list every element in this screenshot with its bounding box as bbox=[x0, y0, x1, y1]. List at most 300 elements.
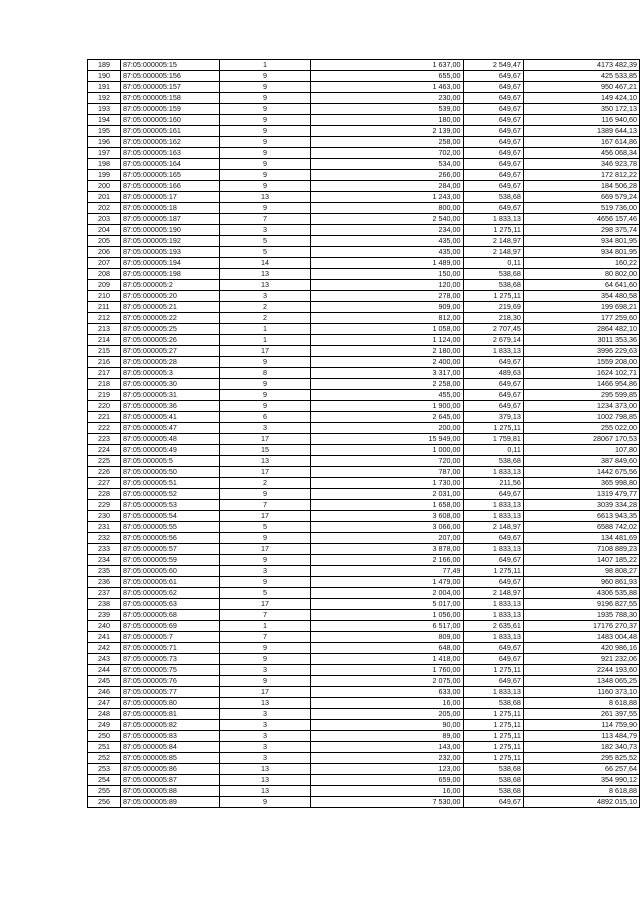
group-code-cell: 2 bbox=[220, 478, 311, 489]
table-row bbox=[88, 621, 640, 632]
table-row bbox=[88, 291, 640, 302]
group-code-cell: 9 bbox=[220, 797, 311, 808]
specific-value-cell: 1 833,13 bbox=[463, 214, 523, 225]
cadastral-value-cell: 149 424,10 bbox=[523, 93, 639, 104]
cadastral-number-cell: 87:05:000005:56 bbox=[120, 533, 219, 544]
row-number-cell: 248 bbox=[88, 709, 121, 720]
specific-value-cell: 649,67 bbox=[463, 203, 523, 214]
area-cell: 1 479,00 bbox=[310, 577, 463, 588]
cadastral-number-cell: 87:05:000005:82 bbox=[120, 720, 219, 731]
group-code-cell: 3 bbox=[220, 566, 311, 577]
area-cell: 1 124,00 bbox=[310, 335, 463, 346]
row-number-cell: 203 bbox=[88, 214, 121, 225]
cadastral-value-cell: 1389 644,13 bbox=[523, 126, 639, 137]
row-number-cell: 234 bbox=[88, 555, 121, 566]
table-row bbox=[88, 434, 640, 445]
cadastral-number-cell: 87:05:000005:51 bbox=[120, 478, 219, 489]
area-cell: 6 517,00 bbox=[310, 621, 463, 632]
group-code-cell: 9 bbox=[220, 533, 311, 544]
row-number-cell: 213 bbox=[88, 324, 121, 335]
group-code-cell: 9 bbox=[220, 159, 311, 170]
row-number-cell: 220 bbox=[88, 401, 121, 412]
cadastral-value-cell: 107,80 bbox=[523, 445, 639, 456]
cadastral-value-cell: 960 861,93 bbox=[523, 577, 639, 588]
area-cell: 89,00 bbox=[310, 731, 463, 742]
specific-value-cell: 649,67 bbox=[463, 577, 523, 588]
group-code-cell: 17 bbox=[220, 346, 311, 357]
area-cell: 16,00 bbox=[310, 698, 463, 709]
cadastral-number-cell: 87:05:000005:75 bbox=[120, 665, 219, 676]
group-code-cell: 9 bbox=[220, 577, 311, 588]
cadastral-value-cell: 261 397,55 bbox=[523, 709, 639, 720]
area-cell: 1 243,00 bbox=[310, 192, 463, 203]
cadastral-number-cell: 87:05:000005:69 bbox=[120, 621, 219, 632]
cadastral-value-cell: 184 506,28 bbox=[523, 181, 639, 192]
table-row bbox=[88, 533, 640, 544]
row-number-cell: 251 bbox=[88, 742, 121, 753]
group-code-cell: 9 bbox=[220, 148, 311, 159]
area-cell: 2 004,00 bbox=[310, 588, 463, 599]
specific-value-cell: 538,68 bbox=[463, 269, 523, 280]
area-cell: 800,00 bbox=[310, 203, 463, 214]
specific-value-cell: 538,68 bbox=[463, 280, 523, 291]
cadastral-number-cell: 87:05:000005:194 bbox=[120, 258, 219, 269]
cadastral-value-cell: 1348 065,25 bbox=[523, 676, 639, 687]
table-row bbox=[88, 599, 640, 610]
cadastral-number-cell: 87:05:000005:31 bbox=[120, 390, 219, 401]
row-number-cell: 210 bbox=[88, 291, 121, 302]
cadastral-number-cell: 87:05:000005:83 bbox=[120, 731, 219, 742]
cadastral-number-cell: 87:05:000005:47 bbox=[120, 423, 219, 434]
cadastral-value-cell: 1483 004,48 bbox=[523, 632, 639, 643]
cadastral-value-cell: 1319 479,77 bbox=[523, 489, 639, 500]
group-code-cell: 9 bbox=[220, 357, 311, 368]
group-code-cell: 1 bbox=[220, 335, 311, 346]
group-code-cell: 9 bbox=[220, 401, 311, 412]
table-row bbox=[88, 742, 640, 753]
group-code-cell: 5 bbox=[220, 236, 311, 247]
group-code-cell: 15 bbox=[220, 445, 311, 456]
group-code-cell: 9 bbox=[220, 137, 311, 148]
row-number-cell: 216 bbox=[88, 357, 121, 368]
cadastral-value-cell: 1234 373,00 bbox=[523, 401, 639, 412]
cadastral-value-cell: 8 618,88 bbox=[523, 786, 639, 797]
group-code-cell: 13 bbox=[220, 786, 311, 797]
specific-value-cell: 1 833,13 bbox=[463, 599, 523, 610]
cadastral-number-cell: 87:05:000005:71 bbox=[120, 643, 219, 654]
table-row bbox=[88, 368, 640, 379]
row-number-cell: 206 bbox=[88, 247, 121, 258]
area-cell: 2 075,00 bbox=[310, 676, 463, 687]
row-number-cell: 228 bbox=[88, 489, 121, 500]
specific-value-cell: 2 549,47 bbox=[463, 60, 523, 71]
row-number-cell: 191 bbox=[88, 82, 121, 93]
area-cell: 1 056,00 bbox=[310, 610, 463, 621]
table-row bbox=[88, 753, 640, 764]
area-cell: 720,00 bbox=[310, 456, 463, 467]
table-row bbox=[88, 225, 640, 236]
cadastral-number-cell: 87:05:000005:41 bbox=[120, 412, 219, 423]
row-number-cell: 221 bbox=[88, 412, 121, 423]
cadastral-value-cell: 295 825,52 bbox=[523, 753, 639, 764]
table-row bbox=[88, 720, 640, 731]
specific-value-cell: 649,67 bbox=[463, 148, 523, 159]
specific-value-cell: 538,68 bbox=[463, 192, 523, 203]
group-code-cell: 7 bbox=[220, 632, 311, 643]
group-code-cell: 3 bbox=[220, 753, 311, 764]
row-number-cell: 207 bbox=[88, 258, 121, 269]
table-row bbox=[88, 698, 640, 709]
group-code-cell: 13 bbox=[220, 456, 311, 467]
row-number-cell: 215 bbox=[88, 346, 121, 357]
group-code-cell: 1 bbox=[220, 324, 311, 335]
table-row bbox=[88, 302, 640, 313]
area-cell: 1 730,00 bbox=[310, 478, 463, 489]
cadastral-value-cell: 7108 889,23 bbox=[523, 544, 639, 555]
row-number-cell: 244 bbox=[88, 665, 121, 676]
table-row bbox=[88, 126, 640, 137]
cadastral-value-cell: 1935 788,30 bbox=[523, 610, 639, 621]
cadastral-value-cell: 1442 675,56 bbox=[523, 467, 639, 478]
row-number-cell: 190 bbox=[88, 71, 121, 82]
specific-value-cell: 218,30 bbox=[463, 313, 523, 324]
table-row bbox=[88, 500, 640, 511]
group-code-cell: 13 bbox=[220, 280, 311, 291]
specific-value-cell: 649,67 bbox=[463, 797, 523, 808]
cadastral-number-cell: 87:05:000005:50 bbox=[120, 467, 219, 478]
area-cell: 648,00 bbox=[310, 643, 463, 654]
area-cell: 143,00 bbox=[310, 742, 463, 753]
cadastral-value-cell: 298 375,74 bbox=[523, 225, 639, 236]
cadastral-value-cell: 365 998,80 bbox=[523, 478, 639, 489]
cadastral-value-cell: 4306 535,88 bbox=[523, 588, 639, 599]
area-cell: 633,00 bbox=[310, 687, 463, 698]
cadastral-value-cell: 456 068,34 bbox=[523, 148, 639, 159]
cadastral-number-cell: 87:05:000005:59 bbox=[120, 555, 219, 566]
specific-value-cell: 649,67 bbox=[463, 115, 523, 126]
cadastral-value-cell: 9196 827,55 bbox=[523, 599, 639, 610]
table-row bbox=[88, 170, 640, 181]
cadastral-number-cell: 87:05:000005:157 bbox=[120, 82, 219, 93]
row-number-cell: 202 bbox=[88, 203, 121, 214]
cadastral-number-cell: 87:05:000005:5 bbox=[120, 456, 219, 467]
row-number-cell: 250 bbox=[88, 731, 121, 742]
table-row bbox=[88, 610, 640, 621]
area-cell: 234,00 bbox=[310, 225, 463, 236]
area-cell: 2 540,00 bbox=[310, 214, 463, 225]
cadastral-number-cell: 87:05:000005:62 bbox=[120, 588, 219, 599]
table-row bbox=[88, 709, 640, 720]
specific-value-cell: 1 275,11 bbox=[463, 731, 523, 742]
specific-value-cell: 649,67 bbox=[463, 170, 523, 181]
row-number-cell: 209 bbox=[88, 280, 121, 291]
specific-value-cell: 649,67 bbox=[463, 555, 523, 566]
group-code-cell: 13 bbox=[220, 764, 311, 775]
table-row bbox=[88, 104, 640, 115]
area-cell: 123,00 bbox=[310, 764, 463, 775]
area-cell: 1 058,00 bbox=[310, 324, 463, 335]
row-number-cell: 223 bbox=[88, 434, 121, 445]
cadastral-value-cell: 934 801,95 bbox=[523, 236, 639, 247]
table-row bbox=[88, 390, 640, 401]
row-number-cell: 255 bbox=[88, 786, 121, 797]
table-row bbox=[88, 445, 640, 456]
group-code-cell: 9 bbox=[220, 115, 311, 126]
cadastral-number-cell: 87:05:000005:73 bbox=[120, 654, 219, 665]
row-number-cell: 217 bbox=[88, 368, 121, 379]
cadastral-number-cell: 87:05:000005:68 bbox=[120, 610, 219, 621]
area-cell: 200,00 bbox=[310, 423, 463, 434]
area-cell: 7 530,00 bbox=[310, 797, 463, 808]
group-code-cell: 5 bbox=[220, 522, 311, 533]
area-cell: 230,00 bbox=[310, 93, 463, 104]
area-cell: 278,00 bbox=[310, 291, 463, 302]
specific-value-cell: 219,69 bbox=[463, 302, 523, 313]
specific-value-cell: 2 679,14 bbox=[463, 335, 523, 346]
cadastral-number-cell: 87:05:000005:88 bbox=[120, 786, 219, 797]
row-number-cell: 197 bbox=[88, 148, 121, 159]
cadastral-value-cell: 3996 229,63 bbox=[523, 346, 639, 357]
area-cell: 455,00 bbox=[310, 390, 463, 401]
area-cell: 809,00 bbox=[310, 632, 463, 643]
area-cell: 180,00 bbox=[310, 115, 463, 126]
cadastral-number-cell: 87:05:000005:20 bbox=[120, 291, 219, 302]
group-code-cell: 3 bbox=[220, 423, 311, 434]
group-code-cell: 3 bbox=[220, 720, 311, 731]
area-cell: 3 608,00 bbox=[310, 511, 463, 522]
cadastral-value-cell: 420 986,16 bbox=[523, 643, 639, 654]
area-cell: 1 637,00 bbox=[310, 60, 463, 71]
specific-value-cell: 1 275,11 bbox=[463, 291, 523, 302]
table-row bbox=[88, 401, 640, 412]
area-cell: 120,00 bbox=[310, 280, 463, 291]
cadastral-number-cell: 87:05:000005:3 bbox=[120, 368, 219, 379]
row-number-cell: 252 bbox=[88, 753, 121, 764]
row-number-cell: 225 bbox=[88, 456, 121, 467]
area-cell: 232,00 bbox=[310, 753, 463, 764]
area-cell: 655,00 bbox=[310, 71, 463, 82]
row-number-cell: 227 bbox=[88, 478, 121, 489]
specific-value-cell: 538,68 bbox=[463, 775, 523, 786]
table-row bbox=[88, 82, 640, 93]
group-code-cell: 1 bbox=[220, 621, 311, 632]
group-code-cell: 3 bbox=[220, 731, 311, 742]
specific-value-cell: 649,67 bbox=[463, 181, 523, 192]
row-number-cell: 254 bbox=[88, 775, 121, 786]
specific-value-cell: 649,67 bbox=[463, 137, 523, 148]
group-code-cell: 17 bbox=[220, 687, 311, 698]
cadastral-number-cell: 87:05:000005:198 bbox=[120, 269, 219, 280]
table-row bbox=[88, 71, 640, 82]
specific-value-cell: 649,67 bbox=[463, 104, 523, 115]
cadastral-value-cell: 354 480,58 bbox=[523, 291, 639, 302]
area-cell: 284,00 bbox=[310, 181, 463, 192]
table-row bbox=[88, 632, 640, 643]
row-number-cell: 226 bbox=[88, 467, 121, 478]
table-row bbox=[88, 489, 640, 500]
area-cell: 3 066,00 bbox=[310, 522, 463, 533]
cadastral-number-cell: 87:05:000005:81 bbox=[120, 709, 219, 720]
cadastral-number-cell: 87:05:000005:80 bbox=[120, 698, 219, 709]
group-code-cell: 9 bbox=[220, 203, 311, 214]
cadastral-value-cell: 134 481,69 bbox=[523, 533, 639, 544]
group-code-cell: 8 bbox=[220, 368, 311, 379]
cadastral-value-cell: 64 641,60 bbox=[523, 280, 639, 291]
group-code-cell: 7 bbox=[220, 500, 311, 511]
row-number-cell: 253 bbox=[88, 764, 121, 775]
row-number-cell: 246 bbox=[88, 687, 121, 698]
cadastral-value-cell: 669 579,24 bbox=[523, 192, 639, 203]
table-row bbox=[88, 423, 640, 434]
cadastral-number-cell: 87:05:000005:52 bbox=[120, 489, 219, 500]
row-number-cell: 214 bbox=[88, 335, 121, 346]
cadastral-number-cell: 87:05:000005:85 bbox=[120, 753, 219, 764]
table-row bbox=[88, 665, 640, 676]
group-code-cell: 14 bbox=[220, 258, 311, 269]
table-row bbox=[88, 577, 640, 588]
group-code-cell: 5 bbox=[220, 588, 311, 599]
group-code-cell: 9 bbox=[220, 104, 311, 115]
area-cell: 150,00 bbox=[310, 269, 463, 280]
table-row bbox=[88, 269, 640, 280]
specific-value-cell: 649,67 bbox=[463, 643, 523, 654]
group-code-cell: 5 bbox=[220, 247, 311, 258]
table-row bbox=[88, 258, 640, 269]
specific-value-cell: 538,68 bbox=[463, 456, 523, 467]
area-cell: 2 166,00 bbox=[310, 555, 463, 566]
table-row bbox=[88, 786, 640, 797]
cadastral-value-cell: 114 759,90 bbox=[523, 720, 639, 731]
cadastral-value-cell: 2864 482,10 bbox=[523, 324, 639, 335]
row-number-cell: 241 bbox=[88, 632, 121, 643]
cadastral-number-cell: 87:05:000005:22 bbox=[120, 313, 219, 324]
cadastral-number-cell: 87:05:000005:48 bbox=[120, 434, 219, 445]
group-code-cell: 13 bbox=[220, 192, 311, 203]
cadastral-value-cell: 950 467,21 bbox=[523, 82, 639, 93]
specific-value-cell: 1 833,13 bbox=[463, 632, 523, 643]
area-cell: 435,00 bbox=[310, 236, 463, 247]
cadastral-number-cell: 87:05:000005:53 bbox=[120, 500, 219, 511]
specific-value-cell: 1 759,81 bbox=[463, 434, 523, 445]
table-row bbox=[88, 522, 640, 533]
table-row bbox=[88, 764, 640, 775]
group-code-cell: 3 bbox=[220, 225, 311, 236]
row-number-cell: 231 bbox=[88, 522, 121, 533]
table-row bbox=[88, 555, 640, 566]
group-code-cell: 17 bbox=[220, 434, 311, 445]
row-number-cell: 211 bbox=[88, 302, 121, 313]
specific-value-cell: 1 275,11 bbox=[463, 665, 523, 676]
cadastral-number-cell: 87:05:000005:21 bbox=[120, 302, 219, 313]
cadastral-number-cell: 87:05:000005:165 bbox=[120, 170, 219, 181]
group-code-cell: 3 bbox=[220, 742, 311, 753]
row-number-cell: 256 bbox=[88, 797, 121, 808]
specific-value-cell: 0,11 bbox=[463, 445, 523, 456]
cadastral-value-cell: 387 849,60 bbox=[523, 456, 639, 467]
specific-value-cell: 649,67 bbox=[463, 126, 523, 137]
group-code-cell: 9 bbox=[220, 654, 311, 665]
area-cell: 2 645,00 bbox=[310, 412, 463, 423]
row-number-cell: 192 bbox=[88, 93, 121, 104]
area-cell: 1 418,00 bbox=[310, 654, 463, 665]
specific-value-cell: 1 275,11 bbox=[463, 753, 523, 764]
specific-value-cell: 1 275,11 bbox=[463, 225, 523, 236]
row-number-cell: 189 bbox=[88, 60, 121, 71]
cadastral-number-cell: 87:05:000005:156 bbox=[120, 71, 219, 82]
cadastral-value-cell: 350 172,13 bbox=[523, 104, 639, 115]
specific-value-cell: 1 275,11 bbox=[463, 423, 523, 434]
row-number-cell: 236 bbox=[88, 577, 121, 588]
row-number-cell: 204 bbox=[88, 225, 121, 236]
table-row bbox=[88, 324, 640, 335]
group-code-cell: 9 bbox=[220, 643, 311, 654]
specific-value-cell: 649,67 bbox=[463, 390, 523, 401]
specific-value-cell: 379,13 bbox=[463, 412, 523, 423]
area-cell: 1 489,00 bbox=[310, 258, 463, 269]
cadastral-number-cell: 87:05:000005:55 bbox=[120, 522, 219, 533]
cadastral-value-cell: 4892 015,10 bbox=[523, 797, 639, 808]
table-row bbox=[88, 115, 640, 126]
specific-value-cell: 538,68 bbox=[463, 698, 523, 709]
area-cell: 258,00 bbox=[310, 137, 463, 148]
cadastral-number-cell: 87:05:000005:15 bbox=[120, 60, 219, 71]
table-row bbox=[88, 643, 640, 654]
cadastral-number-cell: 87:05:000005:159 bbox=[120, 104, 219, 115]
cadastral-value-cell: 3011 353,36 bbox=[523, 335, 639, 346]
row-number-cell: 247 bbox=[88, 698, 121, 709]
area-cell: 90,00 bbox=[310, 720, 463, 731]
specific-value-cell: 649,67 bbox=[463, 82, 523, 93]
row-number-cell: 222 bbox=[88, 423, 121, 434]
cadastral-number-cell: 87:05:000005:63 bbox=[120, 599, 219, 610]
cadastral-value-cell: 199 698,21 bbox=[523, 302, 639, 313]
row-number-cell: 194 bbox=[88, 115, 121, 126]
cadastral-value-cell: 6588 742,02 bbox=[523, 522, 639, 533]
table-row bbox=[88, 247, 640, 258]
cadastral-number-cell: 87:05:000005:30 bbox=[120, 379, 219, 390]
cadastral-value-cell: 182 340,73 bbox=[523, 742, 639, 753]
area-cell: 1 900,00 bbox=[310, 401, 463, 412]
table-row bbox=[88, 357, 640, 368]
group-code-cell: 6 bbox=[220, 412, 311, 423]
row-number-cell: 240 bbox=[88, 621, 121, 632]
group-code-cell: 17 bbox=[220, 599, 311, 610]
cadastral-value-table bbox=[87, 59, 640, 808]
table-row bbox=[88, 511, 640, 522]
specific-value-cell: 2 707,45 bbox=[463, 324, 523, 335]
row-number-cell: 230 bbox=[88, 511, 121, 522]
cadastral-number-cell: 87:05:000005:61 bbox=[120, 577, 219, 588]
cadastral-value-cell: 80 802,00 bbox=[523, 269, 639, 280]
area-cell: 659,00 bbox=[310, 775, 463, 786]
table-row bbox=[88, 203, 640, 214]
group-code-cell: 3 bbox=[220, 665, 311, 676]
table-row bbox=[88, 478, 640, 489]
row-number-cell: 249 bbox=[88, 720, 121, 731]
specific-value-cell: 1 833,13 bbox=[463, 500, 523, 511]
cadastral-number-cell: 87:05:000005:187 bbox=[120, 214, 219, 225]
area-cell: 539,00 bbox=[310, 104, 463, 115]
specific-value-cell: 1 833,13 bbox=[463, 544, 523, 555]
group-code-cell: 9 bbox=[220, 676, 311, 687]
specific-value-cell: 489,63 bbox=[463, 368, 523, 379]
cadastral-number-cell: 87:05:000005:57 bbox=[120, 544, 219, 555]
row-number-cell: 239 bbox=[88, 610, 121, 621]
group-code-cell: 9 bbox=[220, 379, 311, 390]
cadastral-number-cell: 87:05:000005:164 bbox=[120, 159, 219, 170]
specific-value-cell: 2 635,61 bbox=[463, 621, 523, 632]
cadastral-number-cell: 87:05:000005:2 bbox=[120, 280, 219, 291]
